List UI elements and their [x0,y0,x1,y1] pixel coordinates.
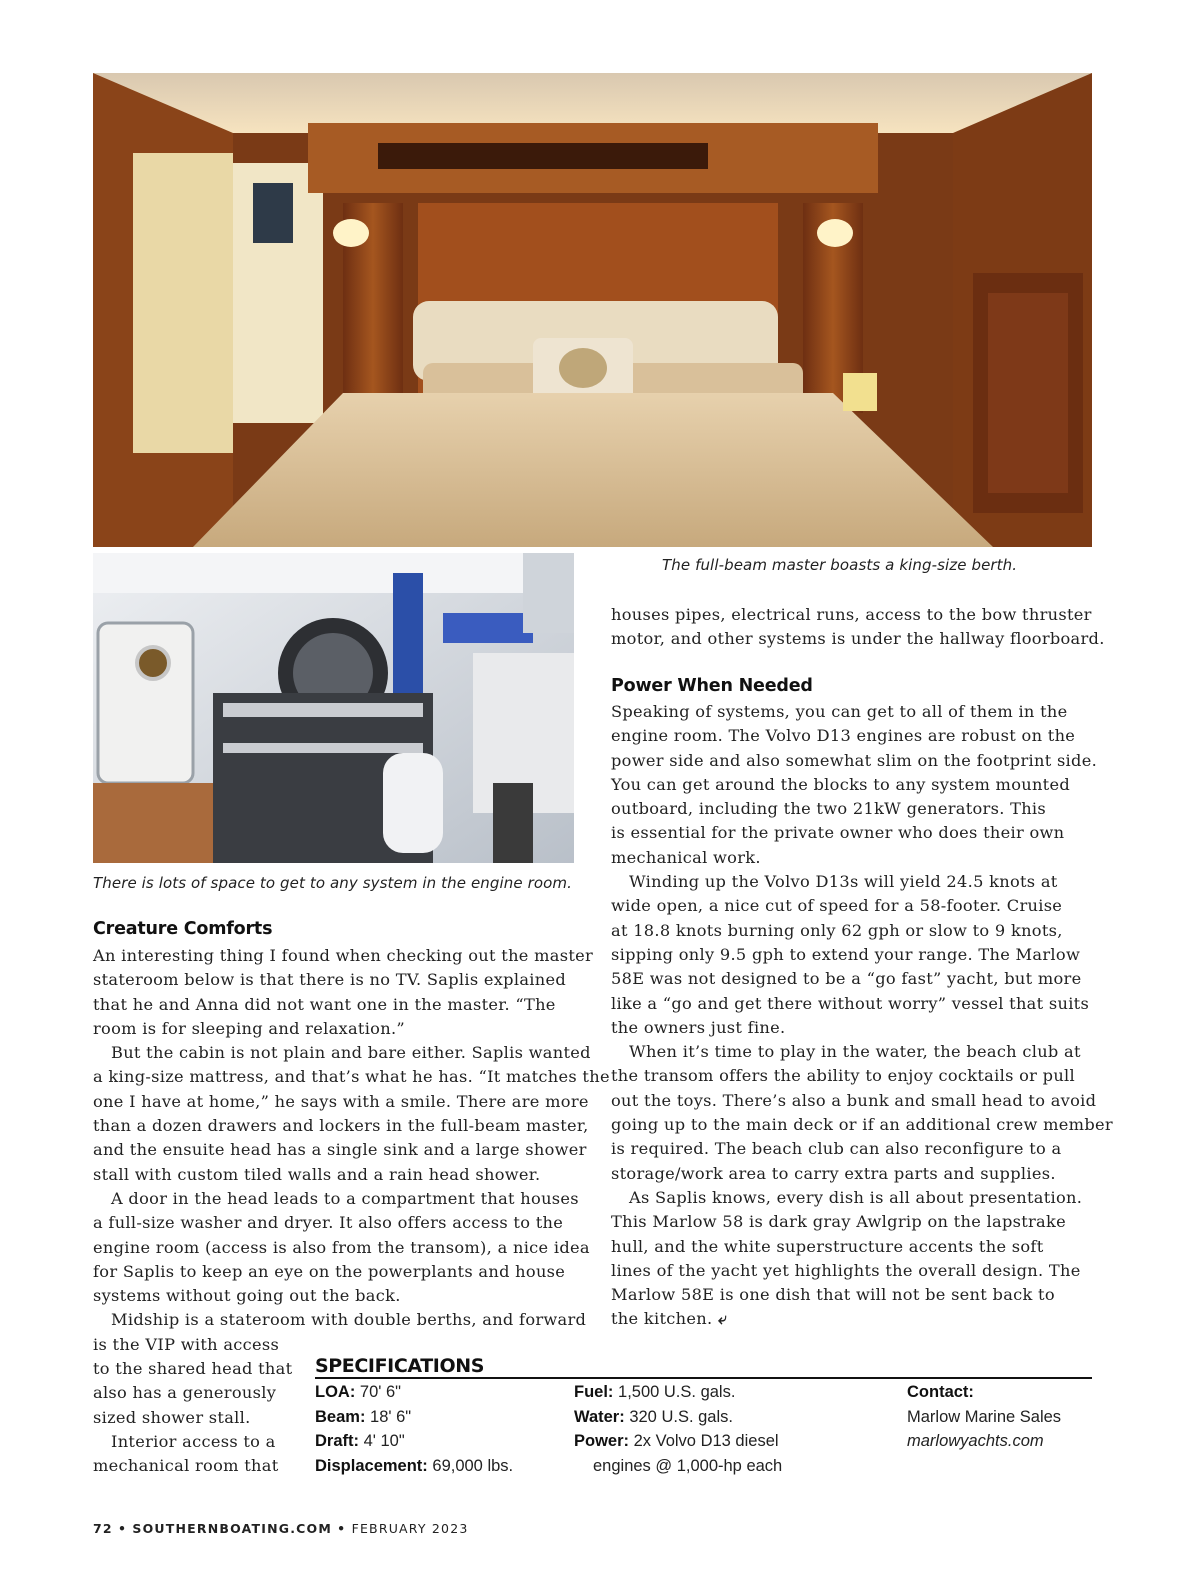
spec-contact-url[interactable]: marlowyachts.com [907,1432,1044,1450]
text-line: Marlow 58E is one dish that will not be sent back to [611,1285,1055,1305]
text-line: and the ensuite head has a single sink and a large shower [93,1140,587,1160]
text-line: houses pipes, electrical runs, access to the bow thruster [611,605,1092,624]
spec-power [574,1429,782,1454]
footer-page-number: 72 [93,1521,113,1536]
spec-power-value: 2x Volvo D13 diesel [633,1432,779,1450]
spec-displacement-label: Displacement: [315,1456,428,1475]
creature-comforts-heading: Creature Comforts [93,919,273,939]
text-line: a full-size washer and dryer. It also offers access to the [93,1213,564,1233]
text-line: An interesting thing I found when checking out the master [93,946,594,965]
spec-water-value: 320 U.S. gals. [629,1407,733,1426]
engine-room-illustration [93,553,574,863]
footer-site[interactable]: SOUTHERNBOATING.COM [132,1521,332,1536]
text-line: 58E was not designed to be a “go fast” yacht, but more [611,969,1082,989]
spec-displacement [315,1454,513,1479]
text-line: Speaking of systems, you can get to all of them in the [611,702,1068,721]
master-photo-caption: The full-beam master boasts a king-size berth. [662,556,1018,574]
footer-separator: • [117,1521,128,1536]
text-line: stall with custom tiled walls and a rain head shower. [93,1164,541,1184]
text-line: to the shared head that [93,1359,293,1379]
text-line: hull, and the white superstructure accents the soft [611,1236,1044,1256]
text-line: You can get around the blocks to any system mounted [611,774,1071,794]
text-line: one I have at home,” he says with a smile. There are more [93,1091,589,1111]
spec-draft-value: 4' 10" [363,1432,405,1450]
spec-fuel [574,1380,782,1405]
spec-water [574,1405,782,1430]
power-when-needed-heading: Power When Needed [611,676,813,696]
master-stateroom-photo [93,73,1092,547]
text-line: motor, and other systems is under the hallway floorboard. [611,629,1105,649]
text-line: a king-size mattress, and that’s what he has. “It matches the [93,1067,610,1087]
contact-label-text: Contact: [907,1383,974,1401]
spec-beam [315,1405,513,1430]
text-line: power side and also somewhat slim on the footprint side. [611,750,1098,770]
spec-loa-value: 70' 6" [359,1383,402,1401]
text-line: storage/work area to carry extra parts and supplies. [611,1163,1056,1183]
spec-draft-label: Draft: [315,1432,359,1450]
text-line: Midship is a stateroom with double berths, and forward [111,1310,587,1330]
spec-contact-label [907,1380,1061,1405]
specifications-rule [315,1377,1092,1379]
specs-col-dimensions [315,1380,513,1478]
spec-beam-label: Beam: [315,1407,366,1426]
end-mark-icon: ⤶ [717,1309,728,1329]
spec-loa [315,1380,513,1405]
page-footer [93,1521,469,1536]
text-line: When it’s time to play in the water, the beach club at [629,1042,1081,1062]
text-line: mechanical room that [93,1456,279,1476]
footer-separator: • [337,1521,347,1536]
text-line: mechanical work. [611,847,761,867]
text-line: than a dozen drawers and lockers in the full-beam master, [93,1116,589,1136]
spec-power-continued: engines @ 1,000-hp each [593,1456,783,1475]
specs-col-contact [907,1380,1061,1454]
right-column-body [611,700,1113,1332]
text-line: out the toys. There’s also a bunk and small head to avoid [611,1090,1097,1110]
text-line: Interior access to a [111,1431,276,1451]
text-line: outboard, including the two 21kW generators. This [611,799,1046,819]
text-line: systems without going out the back. [93,1286,401,1306]
text-line: A door in the head leads to a compartment that houses [111,1188,579,1208]
specs-col-capacity [574,1380,782,1478]
text-line: engine room. The Volvo D13 engines are robust on the [611,726,1076,746]
text-line: that he and Anna did not want one in the master. “The [93,994,556,1014]
text-line: the owners just fine. [611,1017,786,1037]
text-line: for Saplis to keep an eye on the powerplants and house [93,1261,566,1281]
text-line: going up to the main deck or if an additional crew member [611,1115,1113,1135]
spec-loa-label: LOA: [315,1383,356,1401]
text-line: at 18.8 knots burning only 62 gph or slow to 9 knots, [611,920,1063,940]
engine-room-photo [93,553,574,863]
text-line: engine room (access is also from the transom), a nice idea [93,1237,590,1257]
text-line: This Marlow 58 is dark gray Awlgrip on the lapstrake [611,1212,1066,1232]
text-line: like a “go and get there without worry” vessel that suits [611,993,1090,1013]
last-line-text: the kitchen. [611,1309,713,1329]
master-stateroom-illustration [93,73,1092,547]
text-line: But the cabin is not plain and bare either. Saplis wanted [111,1043,591,1063]
text-line: is required. The beach club can also reconfigure to a [611,1139,1062,1159]
text-line: As Saplis knows, every dish is all about presentation. [629,1187,1083,1207]
text-line: the transom offers the ability to enjoy cocktails or pull [611,1066,1075,1086]
engine-photo-caption: There is lots of space to get to any system in the engine room. [93,874,572,892]
specifications-title: SPECIFICATIONS [315,1355,484,1377]
text-line: is essential for the private owner who does their own [611,823,1065,843]
text-line: sipping only 9.5 gph to extend your range. The Marlow [611,944,1081,964]
spec-draft [315,1429,513,1454]
spec-fuel-label: Fuel: [574,1383,614,1401]
spec-contact-name: Marlow Marine Sales [907,1407,1062,1426]
spec-water-label: Water: [574,1407,625,1426]
text-line [611,1307,1096,1331]
text-line: is the VIP with access [93,1334,280,1354]
text-line: room is for sleeping and relaxation.” [93,1018,405,1038]
spec-displacement-value: 69,000 lbs. [432,1456,514,1475]
text-line: sized shower stall. [93,1407,251,1427]
footer-issue: FEBRUARY 2023 [351,1521,469,1536]
spec-power-label: Power: [574,1432,630,1450]
text-line: wide open, a nice cut of speed for a 58-footer. Cruise [611,896,1063,916]
spec-beam-value: 18' 6" [370,1407,412,1426]
text-line: also has a generously [93,1383,277,1403]
text-line: stateroom below is that there is no TV. Saplis explained [93,970,567,990]
text-line: lines of the yacht yet highlights the overall design. The [611,1260,1081,1280]
spec-fuel-value: 1,500 U.S. gals. [618,1383,736,1401]
text-line: Winding up the Volvo D13s will yield 24.5 knots at [629,872,1058,892]
right-column-intro [611,603,1105,652]
